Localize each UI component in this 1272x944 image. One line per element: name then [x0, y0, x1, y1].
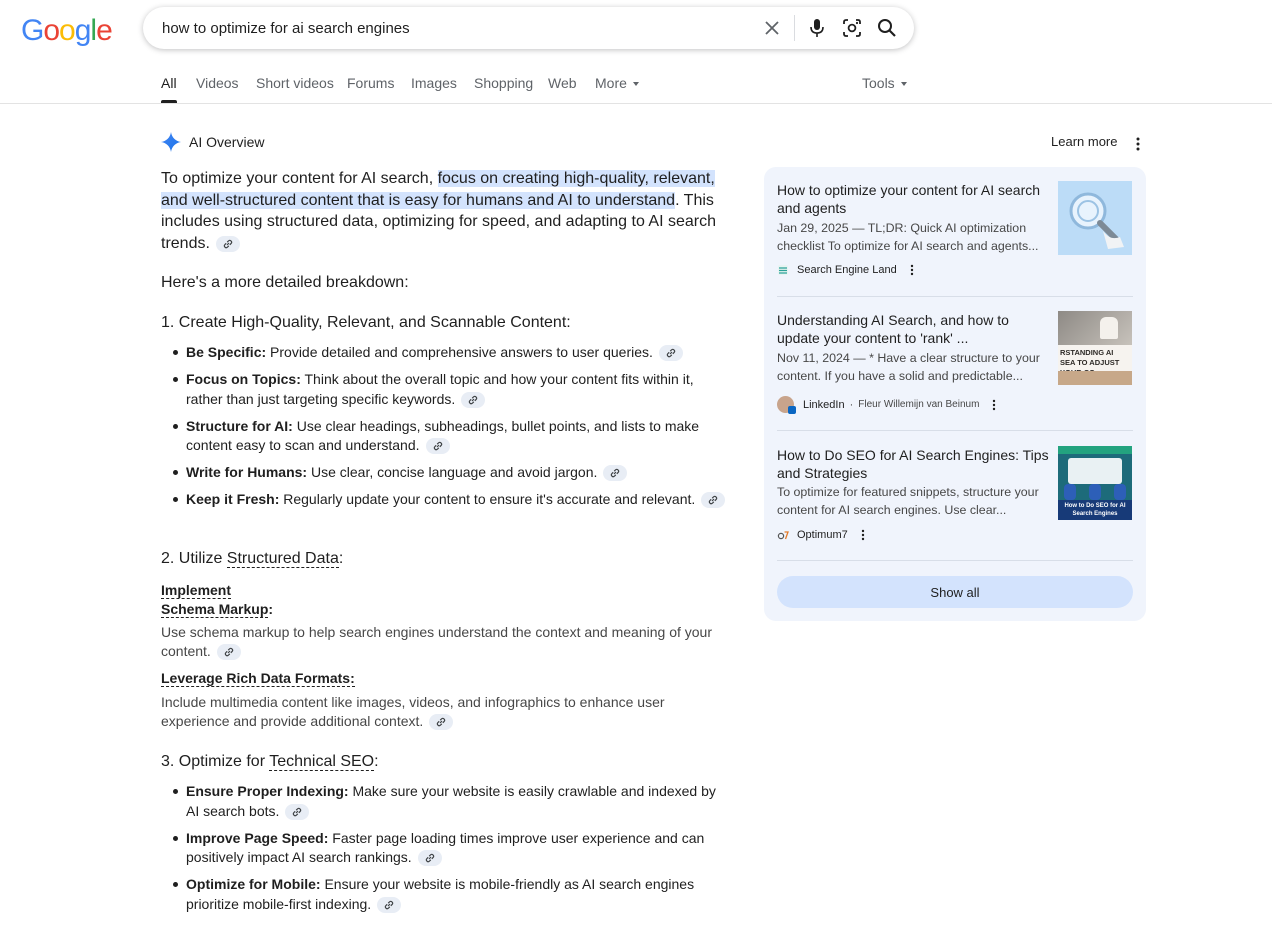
citation-link-icon[interactable]: [426, 438, 450, 454]
logo-letter: e: [96, 14, 112, 47]
section-3-list: [161, 782, 726, 922]
list-item: [161, 417, 726, 456]
search-engine-land-favicon: [777, 264, 789, 276]
magnifier-illustration: [1058, 181, 1132, 255]
search-icon[interactable]: [875, 16, 899, 40]
intro-highlight: focus on creating high-quality, relevant, and well-structured content that is easy for humans and AI to understand: [161, 170, 715, 209]
section-3-suffix: :: [374, 753, 379, 770]
chevron-down-icon: [901, 82, 907, 86]
list-item: [161, 463, 726, 483]
logo-letter: g: [74, 14, 91, 47]
rich-data-desc: [161, 693, 721, 731]
rich-data-desc-text: Include multimedia content like images, videos, and infographics to enhance user experience and provide additional context.: [161, 694, 665, 729]
list-item-bold: Keep it Fresh:: [186, 491, 280, 507]
thumbnail-figure: [1089, 484, 1101, 500]
source-author: Fleur Willemijn van Beinum: [858, 399, 980, 410]
list-item: [161, 829, 726, 868]
citation-link-icon[interactable]: [659, 345, 683, 361]
logo-letter: o: [59, 14, 75, 47]
ai-overview-header: [161, 131, 264, 153]
source-site[interactable]: [777, 396, 999, 413]
separator: ·: [849, 398, 854, 411]
source-title[interactable]: How to Do SEO for AI Search Engines: Tips and Strategies: [777, 447, 1049, 481]
list-item-text: Ensure your website is mobile-friendly as AI search engines prioritize mobile-first indexing.: [186, 876, 695, 912]
tab-shopping[interactable]: Shopping: [474, 75, 534, 91]
optimum7-favicon: [777, 529, 789, 541]
linkedin-icon: [788, 406, 796, 414]
lens-icon[interactable]: [840, 16, 864, 40]
source-site[interactable]: [777, 264, 917, 276]
section-2-suffix: :: [338, 550, 344, 567]
more-options-icon[interactable]: [989, 399, 999, 411]
source-snippet: Jan 29, 2025 — TL;DR: Quick AI optimization checklist To optimize for AI search and agents...: [777, 221, 1039, 253]
tab-all[interactable]: All: [161, 75, 177, 91]
source-site-name: LinkedIn: [803, 398, 845, 411]
search-tabs: [0, 62, 1272, 104]
list-item-bold: Ensure Proper Indexing:: [186, 783, 349, 799]
thumbnail-screen: [1068, 458, 1122, 484]
citation-link-icon[interactable]: [377, 897, 401, 913]
thumbnail-photo: [1058, 311, 1132, 345]
intro-text: To optimize your content for AI search,: [161, 170, 438, 187]
list-item: [161, 782, 726, 821]
section-3-title: [161, 753, 379, 771]
list-item-bold: Optimize for Mobile:: [186, 876, 321, 892]
learn-more-link[interactable]: Learn more: [1051, 134, 1118, 149]
source-thumbnail[interactable]: [1058, 181, 1132, 255]
source-divider: [777, 430, 1133, 431]
search-divider: [794, 15, 795, 41]
thumbnail-band: [1058, 446, 1132, 454]
list-item-bold: Write for Humans:: [186, 464, 308, 480]
thumbnail-figure: [1064, 484, 1076, 500]
source-divider: [777, 296, 1133, 297]
list-item: [161, 343, 726, 363]
schema-markup-desc: [161, 623, 721, 661]
schema-markup-link[interactable]: Schema Markup: [161, 601, 269, 617]
colon: :: [268, 601, 274, 617]
list-item-text: Faster page loading times improve user experience and can positively impact AI search rankings.: [186, 829, 705, 865]
search-input[interactable]: how to optimize for ai search engines: [162, 20, 410, 37]
citation-link-icon[interactable]: [701, 492, 725, 508]
citation-link-icon[interactable]: [603, 465, 627, 481]
tab-more-label: More: [595, 75, 627, 91]
section-3-prefix: 3. Optimize for: [161, 753, 270, 770]
search-box[interactable]: [143, 7, 914, 49]
tab-more[interactable]: [595, 75, 639, 91]
source-snippet: Nov 11, 2024 — * Have a clear structure to your content. If you have a solid and predictable...: [777, 351, 1040, 383]
microphone-icon[interactable]: [805, 16, 829, 40]
tools-button[interactable]: [862, 75, 907, 91]
section-2-prefix: 2. Utilize: [161, 550, 227, 567]
tab-web[interactable]: Web: [548, 75, 577, 91]
source-thumbnail[interactable]: [1058, 446, 1132, 520]
intro-paragraph: [161, 168, 726, 254]
list-item: [161, 370, 726, 409]
intro-text-end: . This includes using structured data, optimizing for speed, and adapting to AI search trends.: [161, 191, 717, 252]
source-thumbnail[interactable]: [1058, 311, 1132, 385]
source-card[interactable]: [777, 311, 1133, 421]
breakdown-intro: Here's a more detailed breakdown:: [161, 274, 409, 291]
logo-letter: G: [21, 14, 44, 47]
source-title[interactable]: How to optimize your content for AI search and agents: [777, 182, 1041, 216]
show-all-button[interactable]: Show all: [777, 576, 1133, 608]
list-item-text: Regularly update your content to ensure it's accurate and relevant.: [279, 491, 696, 507]
tab-short-videos[interactable]: Short videos: [256, 75, 334, 91]
source-divider: [777, 560, 1133, 561]
citation-link-icon[interactable]: [217, 644, 241, 660]
implement-heading: [161, 581, 273, 619]
source-card[interactable]: [777, 181, 1133, 281]
tab-images[interactable]: Images: [411, 75, 457, 91]
more-options-icon[interactable]: [1132, 136, 1144, 152]
structured-data-link[interactable]: Structured Data: [226, 550, 339, 567]
citation-link-icon[interactable]: [461, 392, 485, 408]
tab-videos[interactable]: Videos: [196, 75, 239, 91]
ai-overview-content: [161, 168, 726, 912]
rich-data-heading: [161, 669, 355, 688]
list-item-bold: Structure for AI:: [186, 417, 293, 434]
schema-desc-text: Use schema markup to help search engines understand the context and meaning of your content.: [161, 624, 712, 659]
implement-text: Implement: [161, 582, 232, 598]
section-1-list: [161, 343, 726, 517]
thumbnail-person: [1100, 317, 1118, 339]
source-site[interactable]: [777, 529, 868, 541]
citation-link-icon[interactable]: [285, 804, 309, 820]
list-item: [161, 875, 726, 914]
list-item-text: Use clear headings, subheadings, bullet points, and lists to make content easy to scan and understand.: [186, 417, 700, 453]
tools-label: Tools: [862, 75, 895, 91]
thumbnail-figure: [1114, 484, 1126, 500]
list-item-text: Make sure your website is easily crawlable and indexed by AI search bots.: [186, 783, 716, 819]
more-options-icon[interactable]: [907, 264, 917, 276]
list-item-text: Use clear, concise language and avoid jargon.: [307, 464, 598, 480]
gemini-sparkle-icon: [161, 132, 181, 152]
list-item: [161, 490, 726, 510]
sources-panel: [764, 167, 1146, 621]
source-site-name: Optimum7: [797, 529, 848, 541]
google-logo[interactable]: [21, 14, 112, 48]
citation-link-icon[interactable]: [418, 850, 442, 866]
list-item-text: Provide detailed and comprehensive answers to user queries.: [266, 344, 653, 360]
list-item-bold: Focus on Topics:: [186, 371, 301, 387]
technical-seo-link[interactable]: Technical SEO: [269, 753, 375, 770]
source-card[interactable]: [777, 446, 1133, 546]
tab-forums[interactable]: Forums: [347, 75, 395, 91]
source-snippet: To optimize for featured snippets, structure your content for AI search engines. Use clear...: [777, 485, 1039, 517]
thumbnail-text: How to Do SEO for AI Search Engines: [1058, 500, 1132, 520]
author-avatar: [777, 396, 794, 413]
thumbnail-band: [1058, 371, 1132, 385]
list-item-text: Think about the overall topic and how your content fits within it, rather than just targeting specific keywords.: [186, 371, 694, 407]
list-item-bold: Be Specific:: [186, 344, 267, 360]
rich-data-text: Leverage Rich Data Formats:: [161, 670, 355, 686]
citation-link-icon[interactable]: [216, 236, 240, 252]
ai-overview-label: AI Overview: [189, 134, 265, 150]
section-2-title: [161, 550, 343, 568]
more-options-icon[interactable]: [858, 529, 868, 541]
thumbnail-text: RSTANDING AI SEA TO ADJUST: [1058, 345, 1132, 371]
chevron-down-icon: [633, 82, 639, 86]
logo-letter: o: [43, 14, 60, 47]
clear-icon[interactable]: [760, 16, 784, 40]
section-1-title: 1. Create High-Quality, Relevant, and Scannable Content:: [161, 314, 571, 331]
list-item-bold: Improve Page Speed:: [186, 829, 329, 846]
source-site-name: Search Engine Land: [797, 264, 897, 276]
source-title[interactable]: Understanding AI Search, and how to update your content to 'rank' ...: [777, 312, 1009, 346]
logo-letter: l: [90, 14, 97, 47]
citation-link-icon[interactable]: [429, 714, 453, 730]
